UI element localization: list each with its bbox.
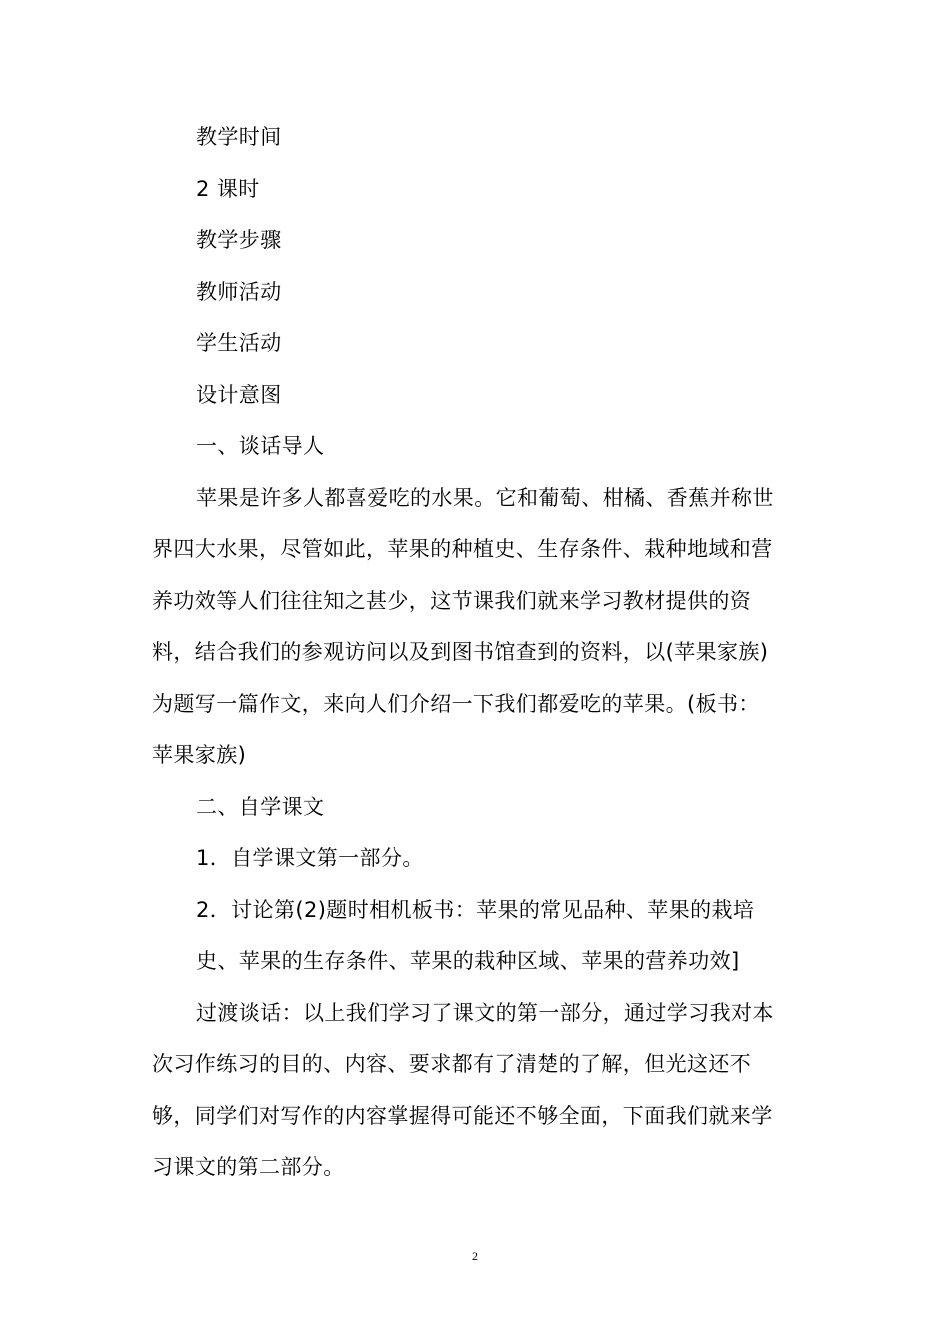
section2-item-1: 1．自学课文第一部分。 [196,846,424,870]
header-item-teaching-time: 教学时间 [196,125,282,149]
page-number: 2 [472,1249,478,1263]
transition-paragraph-line: 次习作练习的目的、内容、要求都有了清楚的了解，但光这还不 [152,1052,752,1076]
section2-item-2-line: 2．讨论第(2)题时相机板书：苹果的常见品种、苹果的栽培 [196,898,755,922]
section1-heading: 一、谈话导人 [196,434,325,458]
header-item-student-activity: 学生活动 [196,331,282,355]
header-item-teaching-steps: 教学步骤 [196,228,282,252]
transition-paragraph-line: 够，同学们对写作的内容掌握得可能还不够全面，下面我们就来学 [152,1104,773,1128]
transition-paragraph-line: 习课文的第二部分。 [152,1155,345,1179]
section1-paragraph-line: 为题写一篇作文，来向人们介绍一下我们都爱吃的苹果。(板书： [152,692,760,716]
section1-paragraph-line: 料，结合我们的参观访问以及到图书馆查到的资料，以(苹果家族) [152,640,769,664]
section2-heading: 二、自学课文 [196,795,325,819]
section1-paragraph-line: 养功效等人们往往知之甚少，这节课我们就来学习教材提供的资 [152,589,752,613]
section1-paragraph-line: 苹果是许多人都喜爱吃的水果。它和葡萄、柑橘、香蕉并称世 [196,486,774,510]
header-item-class-hours: 2 课时 [196,177,260,201]
section2-item-2-line: 史、苹果的生存条件、苹果的栽种区域、苹果的营养功效] [196,949,740,973]
section1-paragraph-line: 苹果家族) [152,743,247,767]
header-item-design-intent: 设计意图 [196,383,282,407]
transition-paragraph-line: 过渡谈话：以上我们学习了课文的第一部分，通过学习我对本 [196,1001,774,1025]
section1-paragraph-line: 界四大水果，尽管如此，苹果的种植史、生存条件、栽种地域和营 [152,537,773,561]
header-item-teacher-activity: 教师活动 [196,280,282,304]
